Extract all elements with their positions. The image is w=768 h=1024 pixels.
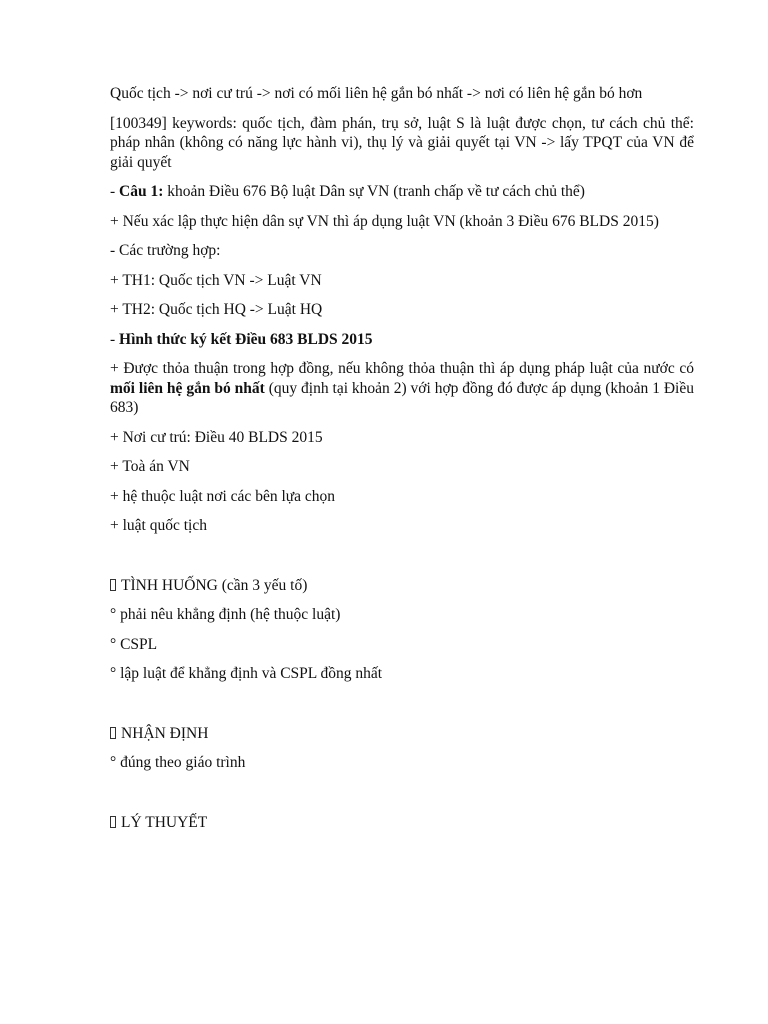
paragraph-hinh-thuc <box>110 330 694 350</box>
paragraph-cau-1 <box>110 182 694 202</box>
paragraph-luat-quoc-tich: + luật quốc tịch <box>110 517 207 534</box>
hinh-thuc-heading: Hình thức ký kết Điều 683 BLDS 2015 <box>119 330 373 348</box>
thoa-thuan-text-b: (quy định tại khoản 2) với hợp đồng đó được áp dụng (khoản 1 Điều 683) <box>110 379 694 416</box>
moi-lien-he-bold: mối liên hệ gắn bó nhất <box>110 379 265 397</box>
cau-1-text: khoản Điều 676 Bộ luật Dân sự VN (tranh chấp về tư cách chủ thể) <box>163 183 585 200</box>
paragraph-he-thuoc-luat: + hệ thuộc luật nơi các bên lựa chọn <box>110 487 336 505</box>
missing-glyph-icon <box>110 727 116 739</box>
list-item: ° lập luật để khẳng định và CSPL đồng nhất <box>110 665 383 682</box>
paragraph-ap-dung-luat-vn: + Nếu xác lập thực hiện dân sự VN thì áp dụng luật VN (khoản 3 Điều 676 BLDS 2015) <box>110 212 659 230</box>
paragraph-thoa-thuan <box>110 359 694 418</box>
document-page <box>110 84 694 842</box>
paragraph-noi-cu-tru: + Nơi cư trú: Điều 40 BLDS 2015 <box>110 428 323 446</box>
cau-1-label: Câu 1: <box>119 183 164 200</box>
paragraph-th2: + TH2: Quốc tịch HQ -> Luật HQ <box>110 301 323 318</box>
section-ly-thuyet-heading <box>110 813 694 833</box>
thoa-thuan-text-a: + Được thỏa thuận trong hợp đồng, nếu không thỏa thuận thì áp dụng pháp luật của nước có <box>110 360 694 377</box>
section-title: NHẬN ĐỊNH <box>121 724 209 742</box>
dash-prefix: - <box>110 183 120 200</box>
missing-glyph-icon <box>110 816 116 828</box>
section-title: TÌNH HUỐNG (cần 3 yếu tố) <box>121 576 308 594</box>
section-title: LÝ THUYẾT <box>121 813 208 831</box>
paragraph-th1: + TH1: Quốc tịch VN -> Luật VN <box>110 271 322 289</box>
paragraph-cac-truong-hop: - Các trường hợp: <box>110 242 221 259</box>
list-item: ° phải nêu khẳng định (hệ thuộc luật) <box>110 606 341 623</box>
missing-glyph-icon <box>110 579 116 591</box>
paragraph-priority-chain: Quốc tịch -> nơi cư trú -> nơi có mối liên hệ gắn bó nhất -> nơi có liên hệ gắn bó hơn <box>110 85 643 102</box>
list-item: ° đúng theo giáo trình <box>110 754 246 771</box>
section-nhan-dinh-heading <box>110 724 694 744</box>
paragraph-toa-an: + Toà án VN <box>110 458 190 475</box>
section-tinh-huong-heading <box>110 576 694 596</box>
list-item: ° CSPL <box>110 635 158 653</box>
paragraph-keywords: [100349] keywords: quốc tịch, đàm phán, trụ sở, luật S là luật được chọn, tư cách chủ thể: pháp nhân (không có năng lực hành vi), thụ lý và giải quyết tại VN -> lấy TPQT của VN để giải quyết <box>110 114 694 171</box>
dash-prefix: - <box>110 330 120 348</box>
